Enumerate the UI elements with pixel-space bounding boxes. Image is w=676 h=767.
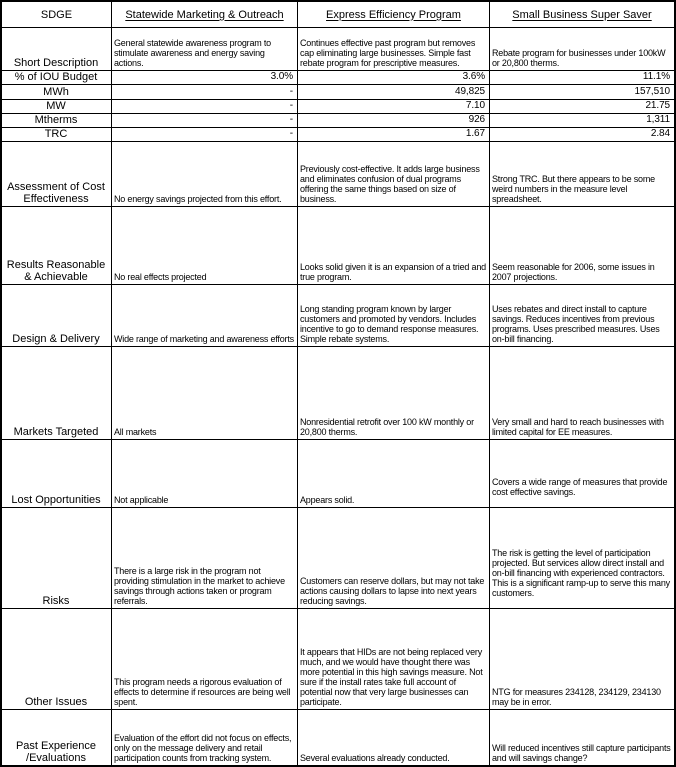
table-cell: NTG for measures 234128, 234129, 234130 may be in error. <box>490 609 674 710</box>
table-cell: Rebate program for businesses under 100kW or 20,800 therms. <box>490 28 674 71</box>
table-cell: 926 <box>298 114 490 128</box>
header-statewide-marketing: Statewide Marketing & Outreach <box>112 2 298 28</box>
row-label-mwh: MWh <box>2 85 112 100</box>
table-cell: Long standing program known by larger customers and promoted by vendors. Includes incentive to go to demand response measures. Simple rebate systems. <box>298 285 490 347</box>
row-label-iou-budget: % of IOU Budget <box>2 71 112 85</box>
table-cell: Customers can reserve dollars, but may not take actions causing dollars to lapse into next years reducing savings. <box>298 508 490 609</box>
table-cell: This program needs a rigorous evaluation of effects to determine if resources are being well spent. <box>112 609 298 710</box>
table-cell: 157,510 <box>490 85 674 100</box>
table-cell: Looks solid given it is an expansion of a tried and true program. <box>298 207 490 285</box>
table-cell: 3.6% <box>298 71 490 85</box>
table-cell: There is a large risk in the program not providing stimulation in the market to achieve savings through actions taken or program referrals. <box>112 508 298 609</box>
table-cell: Appears solid. <box>298 440 490 508</box>
row-label-mw: MW <box>2 100 112 114</box>
row-label-cost-effectiveness: Assessment of Cost Effectiveness <box>2 142 112 207</box>
table-cell: Seem reasonable for 2006, some issues in 2007 projections. <box>490 207 674 285</box>
row-label-trc: TRC <box>2 128 112 142</box>
row-label-results-reasonable: Results Reasonable & Achievable <box>2 207 112 285</box>
table-cell: 7.10 <box>298 100 490 114</box>
header-small-business: Small Business Super Saver <box>490 2 674 28</box>
header-sdge: SDGE <box>2 2 112 28</box>
header-express-efficiency: Express Efficiency Program <box>298 2 490 28</box>
row-label-short-description: Short Description <box>2 28 112 71</box>
table-cell: No real effects projected <box>112 207 298 285</box>
table-cell: It appears that HIDs are not being replaced very much, and we would have thought there was more potential in this high savings measure. Not sure if the install rates take full account of potential now that very large businesses can participate. <box>298 609 490 710</box>
row-label-mtherms: Mtherms <box>2 114 112 128</box>
table-cell: General statewide awareness program to stimulate awareness and energy saving actions. <box>112 28 298 71</box>
table-cell: 1.67 <box>298 128 490 142</box>
table-cell: Will reduced incentives still capture participants and will savings change? <box>492 743 671 763</box>
table-cell: 11.1% <box>490 71 674 85</box>
table-cell: Several evaluations already conducted. <box>298 710 490 765</box>
table-cell: Uses rebates and direct install to capture savings. Reduces incentives from previous programs. Uses prescribed measures. Uses on-bill financing. <box>490 285 674 347</box>
table-cell: 3.0% <box>112 71 298 85</box>
table-cell: - <box>112 100 298 114</box>
table-cell: - <box>112 114 298 128</box>
table-cell: Very small and hard to reach businesses with limited capital for EE measures. <box>490 347 674 440</box>
table-cell: - <box>112 85 298 100</box>
table-cell: Nonresidential retrofit over 100 kW monthly or 20,800 therms. <box>298 347 490 440</box>
table-cell: All markets <box>112 347 298 440</box>
table-cell: No energy savings projected from this effort. <box>112 142 298 207</box>
row-label-design-delivery: Design & Delivery <box>2 285 112 347</box>
table-cell: Covers a wide range of measures that provide cost effective savings. <box>490 440 674 508</box>
table-cell: 2.84 <box>490 128 674 142</box>
table-cell: 21.75 <box>490 100 674 114</box>
table-cell: Strong TRC. But there appears to be some weird numbers in the measure level spreadsheet. <box>490 142 674 207</box>
row-label-lost-opportunities: Lost Opportunities <box>2 440 112 508</box>
table-cell: Wide range of marketing and awareness efforts <box>112 285 298 347</box>
row-label-past-experience: Past Experience /Evaluations <box>2 710 112 765</box>
row-label-markets-targeted: Markets Targeted <box>2 347 112 440</box>
row-label-risks: Risks <box>2 508 112 609</box>
table-cell: Previously cost-effective. It adds large business and eliminates confusion of dual programs offering the same things based on size of business. <box>298 142 490 207</box>
table-cell: The risk is getting the level of participation projected. But services allow direct install and on-bill financing with experienced contractors. This is a significant ramp-up to serve this many customers. <box>490 508 674 609</box>
table-cell: 49,825 <box>298 85 490 100</box>
table-cell: Evaluation of the effort did not focus on effects, only on the message delivery and retail participation counts from tracking system. <box>112 710 298 765</box>
table-cell: Continues effective past program but removes cap eliminating large businesses. Simple fast rebate program for prescriptive measures. <box>298 28 490 71</box>
table-cell: 1,311 <box>490 114 674 128</box>
table-cell: - <box>112 128 298 142</box>
table-cell: Not applicable <box>112 440 298 508</box>
row-label-other-issues: Other Issues <box>2 609 112 710</box>
